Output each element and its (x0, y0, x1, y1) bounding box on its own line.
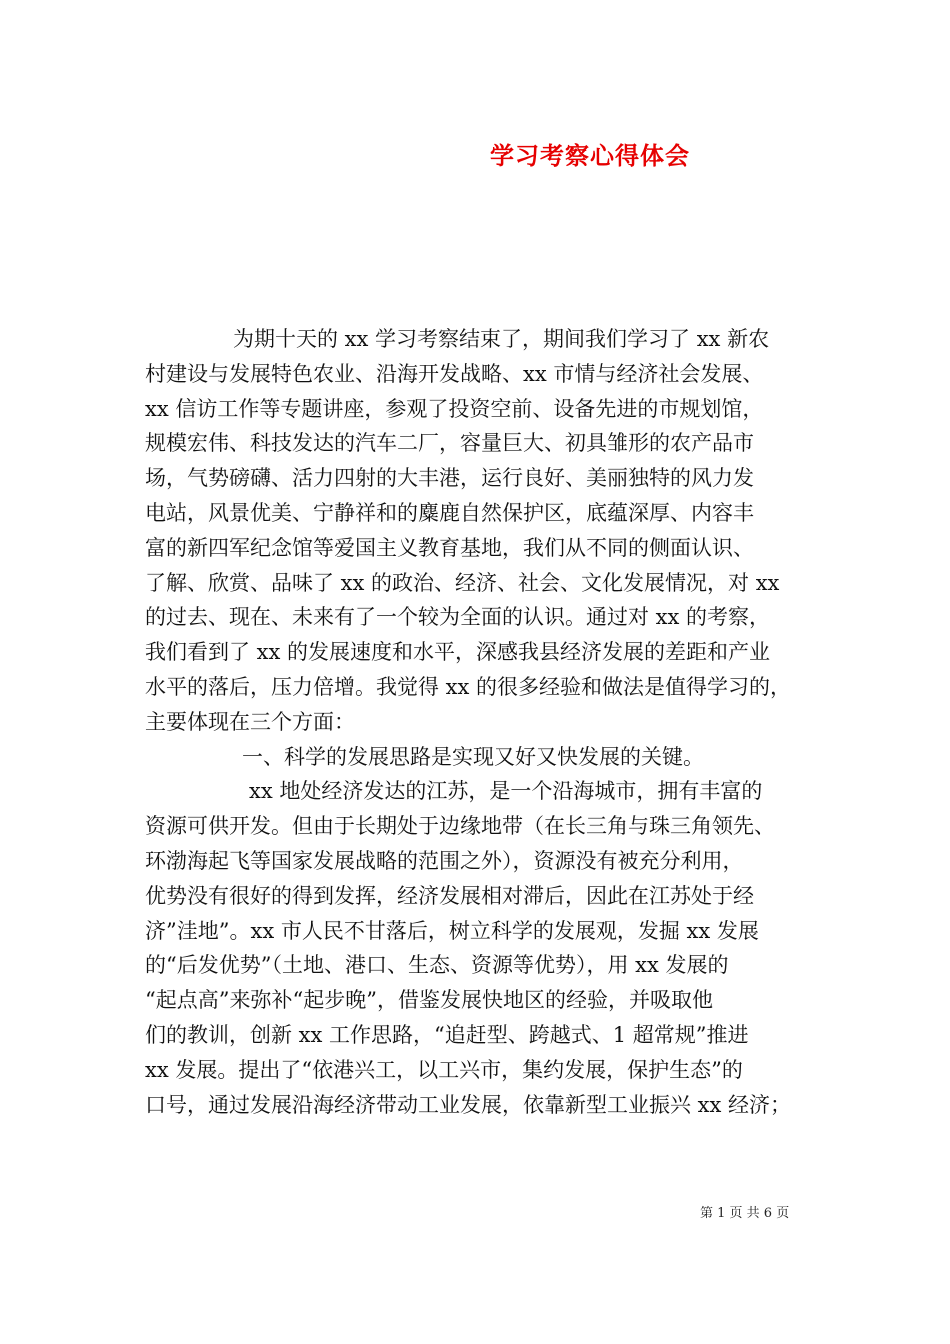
paragraph-line: 为期十天的 xx 学习考察结束了，期间我们学习了 xx 新农 (233, 327, 770, 351)
paragraph-line: 主要体现在三个方面： (145, 709, 355, 734)
paragraph-line: 们的教训，创新 xx 工作思路，“追赶型、跨越式、1 超常规”推进 (145, 1022, 749, 1047)
paragraph-line: 口号，通过发展沿海经济带动工业发展，依靠新型工业振兴 xx 经济； (145, 1092, 792, 1117)
paragraph-line: “起点高”来弥补“起步晚”，借鉴发展快地区的经验，并吸取他 (145, 988, 713, 1013)
paragraph-line: 环渤海起飞等国家发展战略的范围之外），资源没有被充分利用， (145, 848, 744, 873)
paragraph-line: 的“后发优势”（土地、港口、生态、资源等优势），用 xx 发展的 (145, 953, 729, 978)
document-title: 学习考察心得体会 (490, 141, 690, 170)
paragraph-line: xx 发展。提出了“依港兴工，以工兴市，集约发展，保护生态”的 (145, 1057, 743, 1082)
document-body (145, 322, 825, 1122)
page-number-footer: 第 1 页 共 6 页 (700, 1206, 790, 1221)
paragraph-line: 水平的落后，压力倍增。我觉得 xx 的很多经验和做法是值得学习的， (145, 674, 792, 699)
paragraph-line: 的过去、现在、未来有了一个较为全面的认识。通过对 xx 的考察， (145, 605, 771, 630)
paragraph-line: 规模宏伟、科技发达的汽车二厂，容量巨大、初具雏形的农产品市 (145, 431, 754, 456)
paragraph-line: 优势没有很好的得到发挥，经济发展相对滞后，因此在江苏处于经 (145, 883, 754, 908)
paragraph-line: 了解、欣赏、品味了 xx 的政治、经济、社会、文化发展情况，对 xx (145, 570, 780, 595)
paragraph-line: 电站，风景优美、宁静祥和的麋鹿自然保护区，底蕴深厚、内容丰 (145, 500, 754, 525)
paragraph-line: xx 信访工作等专题讲座，参观了投资空前、设备先进的市规划馆， (145, 396, 764, 421)
section-heading: 一、科学的发展思路是实现又好又快发展的关键。 (242, 744, 704, 769)
paragraph-line: 富的新四军纪念馆等爱国主义教育基地，我们从不同的侧面认识、 (145, 535, 754, 560)
paragraph-line: xx 地处经济发达的江苏，是一个沿海城市，拥有丰富的 (249, 779, 763, 804)
paragraph-line: 村建设与发展特色农业、沿海开发战略、xx 市情与经济社会发展、 (145, 361, 764, 386)
paragraph-line: 我们看到了 xx 的发展速度和水平，深感我县经济发展的差距和产业 (145, 640, 771, 665)
paragraph-line: 资源可供开发。但由于长期处于边缘地带（在长三角与珠三角领先、 (145, 814, 775, 839)
paragraph-line: 场，气势磅礴、活力四射的大丰港，运行良好、美丽独特的风力发 (145, 466, 754, 491)
paragraph-line: 济”洼地”。xx 市人民不甘落后，树立科学的发展观，发掘 xx 发展 (145, 918, 759, 943)
